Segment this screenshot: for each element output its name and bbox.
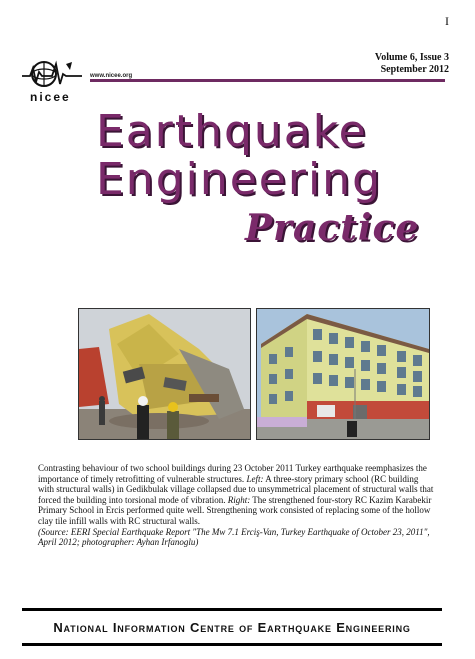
caption-right-label: Right: <box>227 494 251 505</box>
title-earthquake: Earthquake <box>96 106 368 157</box>
caption-left-label: Left: <box>246 473 264 484</box>
header-rule <box>90 79 445 82</box>
footer-rule-top <box>22 608 442 611</box>
strengthened-school-photo <box>256 308 430 440</box>
footer-text: National Information Centre of Earthquake Engineering <box>53 620 411 635</box>
logo-text: nicee <box>30 90 71 104</box>
title-engineering: Engineering <box>96 154 382 205</box>
volume-issue: Volume 6, Issue 3 <box>374 52 449 63</box>
title-practice: Practice <box>245 207 420 249</box>
caption-right-desc: The strengthened four-story RC Kazim Karabekir Primary School in Ercis performed quite well. Strengthening work consisted of replacing some of the hollow clay tile infill walls with RC structural walls. <box>38 494 432 526</box>
nicee-logo <box>22 60 88 104</box>
collapsed-school-photo <box>78 308 251 440</box>
footer-organization <box>22 620 442 635</box>
caption-source: (Source: EERI Special Earthquake Report "The Mw 7.1 Erciş-Van, Turkey Earthquake of October 23, 2011", April 2012; photographer: Ayhan Irfanoglu) <box>38 526 430 548</box>
website-link[interactable]: www.nicee.org <box>90 73 133 79</box>
issue-info <box>375 52 449 76</box>
issue-date: September 2012 <box>380 64 449 75</box>
caption-intro: Contrasting behaviour of two school buildings during 23 October 2011 Turkey earthquake reemphasizes the importance of timely retrofitting of vulnerable structures. <box>38 463 427 484</box>
footer-rule-bottom <box>22 643 442 646</box>
collapsed-school-building-photo-icon <box>79 309 250 439</box>
page-number: I <box>445 14 449 28</box>
caption-paragraph <box>38 463 436 527</box>
photo-caption <box>38 463 436 548</box>
standing-school-building-photo-icon <box>257 309 429 439</box>
seismograph-logo-icon <box>22 60 88 90</box>
caption-left-desc: A three-story primary school (RC building with structural walls) in Gedikbulak village collapsed due to unsymmetrical placement of structural walls that forced the building into torsional mode of vibration. <box>38 473 434 505</box>
